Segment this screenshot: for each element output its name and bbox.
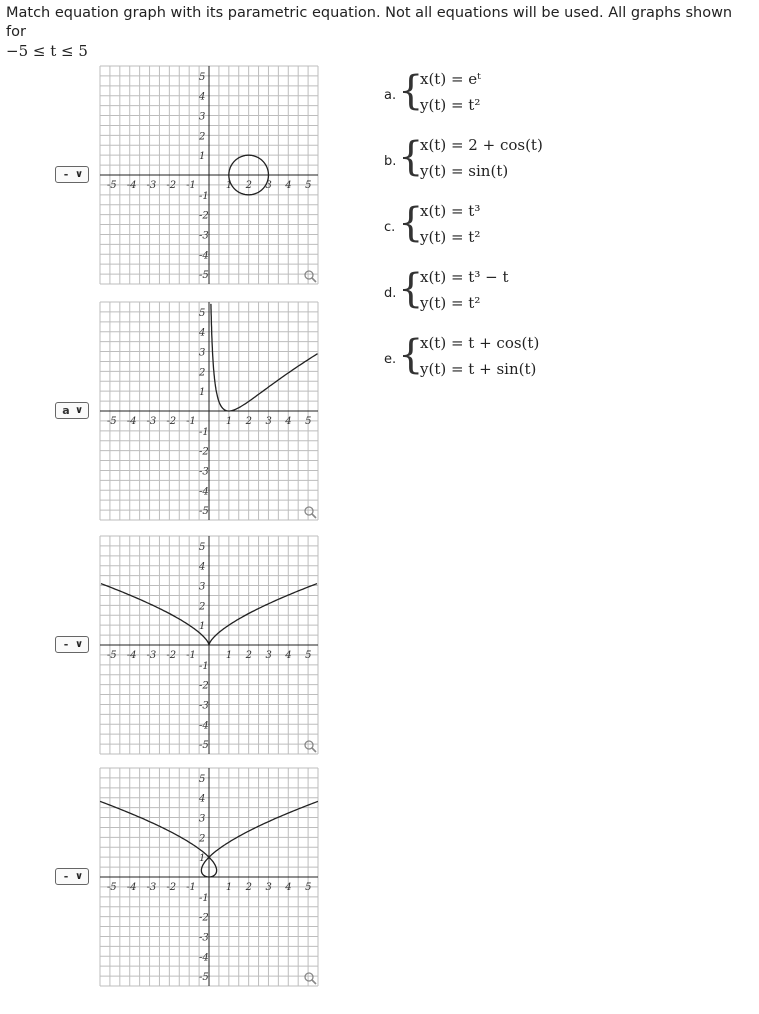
x-tick-label: 3	[265, 650, 272, 661]
x-tick-label: 2	[245, 416, 253, 427]
y-tick-label: 1	[199, 853, 206, 865]
x-tick-label: -1	[186, 180, 196, 191]
x-tick-label: 2	[245, 180, 253, 191]
parametric-graph	[96, 764, 322, 990]
y-tick-label: 1	[199, 151, 206, 163]
equation-y: y(t) = t²	[420, 294, 481, 312]
chevron-down-icon: ∨	[74, 639, 84, 650]
y-tick-label: -4	[199, 250, 209, 262]
equation-x: x(t) = t + cos(t)	[420, 334, 540, 352]
x-tick-label: -1	[186, 650, 196, 661]
y-tick-label: 5	[199, 541, 206, 553]
equation-x: x(t) = eᵗ	[420, 70, 481, 88]
y-tick-label: 3	[199, 813, 206, 825]
y-tick-label: -5	[199, 506, 209, 518]
equation-y: y(t) = t²	[420, 228, 481, 246]
y-tick-label: -4	[199, 720, 209, 732]
y-tick-label: -2	[199, 680, 209, 692]
answer-select-value: -	[63, 870, 69, 883]
instruction-text: Match equation graph with its parametric equation. Not all equations will be used. All graphs shown for	[6, 5, 733, 40]
y-tick-label: -5	[199, 270, 209, 282]
magnifier-icon[interactable]	[305, 271, 316, 282]
y-tick-label: 5	[199, 71, 206, 83]
equation-d	[380, 264, 750, 330]
x-tick-label: -2	[166, 180, 177, 191]
y-tick-label: 4	[199, 327, 206, 339]
magnifier-icon[interactable]	[305, 507, 316, 518]
equation-c	[380, 198, 750, 264]
y-tick-label: -1	[199, 660, 209, 672]
y-tick-label: 1	[199, 621, 206, 633]
x-tick-label: 1	[225, 180, 233, 191]
x-tick-label: -4	[126, 416, 137, 427]
curve-exp	[211, 304, 318, 411]
parametric-graph	[96, 532, 322, 758]
x-tick-label: 5	[305, 650, 312, 661]
x-tick-label: -5	[106, 180, 117, 191]
x-tick-label: -1	[186, 416, 196, 427]
x-tick-label: 1	[225, 416, 233, 427]
x-tick-label: 5	[305, 416, 312, 427]
equation-y: y(t) = t²	[420, 96, 481, 114]
y-tick-label: 3	[199, 111, 206, 123]
x-tick-label: 3	[265, 416, 272, 427]
x-tick-label: 4	[285, 882, 292, 893]
magnifier-icon[interactable]	[305, 741, 316, 752]
instructions	[6, 4, 756, 62]
y-tick-label: -3	[199, 230, 209, 242]
y-tick-label: -2	[199, 446, 209, 458]
graph-row-1	[0, 62, 340, 292]
equation-b	[380, 132, 750, 198]
x-tick-label: 3	[265, 882, 272, 893]
x-tick-label: 5	[305, 180, 312, 191]
brace-icon: {	[398, 332, 424, 378]
y-tick-label: -1	[199, 426, 209, 438]
y-tick-label: -3	[199, 700, 209, 712]
instruction-range: −5 ≤ t ≤ 5	[6, 42, 88, 60]
answer-select-value: -	[63, 638, 69, 651]
y-tick-label: 2	[199, 367, 206, 379]
y-tick-label: 3	[199, 581, 206, 593]
y-tick-label: 1	[199, 387, 206, 399]
equation-label: e.	[384, 352, 397, 367]
x-tick-label: -4	[126, 882, 137, 893]
chevron-down-icon: ∨	[74, 169, 84, 180]
y-tick-label: 4	[199, 91, 206, 103]
x-tick-label: 5	[305, 882, 312, 893]
y-tick-label: 2	[199, 833, 206, 845]
x-tick-label: -4	[126, 650, 137, 661]
answer-select[interactable]	[55, 868, 89, 885]
brace-icon: {	[398, 134, 424, 180]
equation-x: x(t) = t³	[420, 202, 481, 220]
y-tick-label: 3	[199, 347, 206, 359]
y-tick-label: -4	[199, 952, 209, 964]
x-tick-label: -3	[146, 180, 157, 191]
y-tick-label: 2	[199, 131, 206, 143]
equation-label: d.	[384, 286, 397, 301]
x-tick-label: 4	[285, 650, 292, 661]
equation-e	[380, 330, 750, 396]
brace-icon: {	[398, 266, 424, 312]
x-tick-label: -1	[186, 882, 196, 893]
chevron-down-icon: ∨	[74, 405, 84, 416]
graph-row-2	[0, 298, 340, 528]
equation-list	[380, 66, 750, 396]
equation-a	[380, 66, 750, 132]
parametric-graph	[96, 62, 322, 288]
x-tick-label: 4	[285, 180, 292, 191]
answer-select[interactable]	[55, 166, 89, 183]
answer-select[interactable]	[55, 636, 89, 653]
chevron-down-icon: ∨	[74, 871, 84, 882]
y-tick-label: 5	[199, 773, 206, 785]
x-tick-label: -5	[106, 882, 117, 893]
graph-row-3	[0, 532, 340, 762]
equation-x: x(t) = t³ − t	[420, 268, 509, 286]
equation-y: y(t) = t + sin(t)	[420, 360, 537, 378]
y-tick-label: -4	[199, 486, 209, 498]
equation-label: b.	[384, 154, 397, 169]
x-tick-label: 2	[245, 882, 253, 893]
x-tick-label: 4	[285, 416, 292, 427]
y-tick-label: -1	[199, 190, 209, 202]
x-tick-label: -4	[126, 180, 137, 191]
y-tick-label: -2	[199, 210, 209, 222]
y-tick-label: -3	[199, 932, 209, 944]
y-tick-label: 4	[199, 561, 206, 573]
equation-y: y(t) = sin(t)	[420, 162, 509, 180]
equation-label: a.	[384, 88, 397, 103]
y-tick-label: -3	[199, 466, 209, 478]
y-tick-label: 4	[199, 793, 206, 805]
x-tick-label: -2	[166, 882, 177, 893]
x-tick-label: -2	[166, 416, 177, 427]
x-tick-label: 1	[225, 882, 233, 893]
answer-select-value: -	[63, 168, 69, 181]
y-tick-label: -2	[199, 912, 209, 924]
x-tick-label: -5	[106, 416, 117, 427]
answer-select-value: a	[62, 404, 70, 417]
y-tick-label: -1	[199, 892, 209, 904]
y-tick-label: -5	[199, 972, 209, 984]
magnifier-icon[interactable]	[305, 973, 316, 984]
brace-icon: {	[398, 200, 424, 246]
equation-label: c.	[384, 220, 396, 235]
x-tick-label: -3	[146, 650, 157, 661]
equation-x: x(t) = 2 + cos(t)	[420, 136, 543, 154]
x-tick-label: -3	[146, 416, 157, 427]
x-tick-label: -2	[166, 650, 177, 661]
x-tick-label: 2	[245, 650, 253, 661]
x-tick-label: -3	[146, 882, 157, 893]
y-tick-label: 5	[199, 307, 206, 319]
parametric-graph	[96, 298, 322, 524]
x-tick-label: -5	[106, 650, 117, 661]
y-tick-label: -5	[199, 740, 209, 752]
graph-row-4	[0, 764, 340, 994]
y-tick-label: 2	[199, 601, 206, 613]
x-tick-label: 1	[225, 650, 233, 661]
answer-select[interactable]	[55, 402, 89, 419]
brace-icon: {	[398, 68, 424, 114]
x-tick-label: 3	[265, 180, 272, 191]
